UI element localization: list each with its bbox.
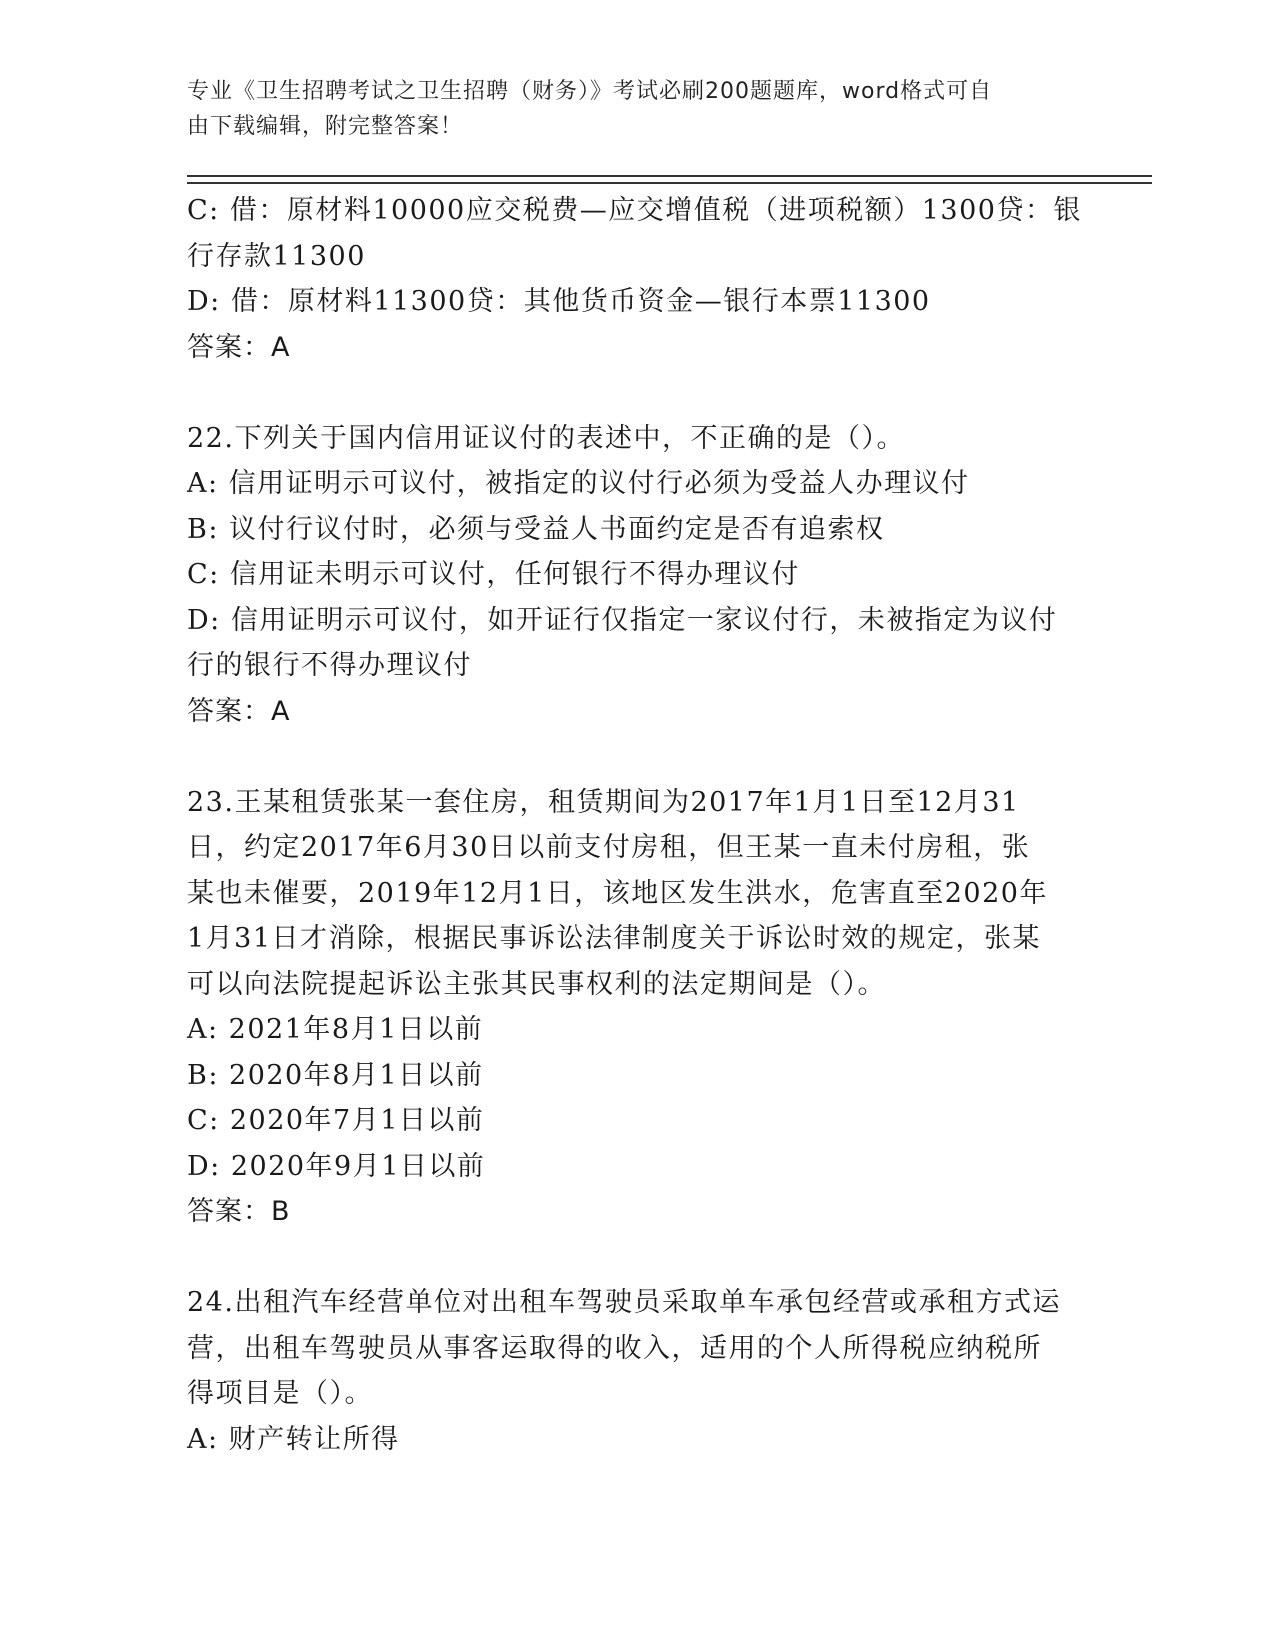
question-stem-line-2: 日，约定2017年6月30日以前支付房租，但王某一直未付房租，张 [187, 832, 1031, 863]
question-23 [187, 780, 1077, 1235]
question-stem-line-3: 得项目是（）。 [187, 1378, 373, 1409]
option-c: C: 信用证未明示可议付，任何银行不得办理议付 [187, 559, 800, 590]
answer: 答案：A [187, 695, 291, 727]
option-b: B: 2020年8月1日以前 [187, 1059, 484, 1091]
question-stem-line-1: 23.王某租赁张某一套住房，租赁期间为2017年1月1日至12月31 [187, 786, 1020, 818]
question-stem: 22.下列关于国内信用证议付的表述中，不正确的是（）。 [187, 422, 905, 454]
option-d-line-1: D: 信用证明示可议付，如开证行仅指定一家议付行，未被指定为议付 [187, 604, 1058, 636]
header-divider-bottom [187, 182, 1152, 184]
header-divider-top [187, 175, 1152, 177]
document-header [187, 74, 1067, 144]
spacer [187, 370, 1077, 416]
question-stem-line-3: 某也未催要，2019年12月1日，该地区发生洪水，危害直至2020年 [187, 877, 1048, 909]
spacer [187, 1235, 1077, 1281]
header-title-line-1: 专业《卫生招聘考试之卫生招聘（财务）》考试必刷200题题库，word格式可自 [187, 79, 993, 104]
option-c-line-1: C: 借：原材料10000应交税费—应交增值税（进项税额）1300贷：银 [187, 195, 1082, 226]
question-21 [187, 188, 1082, 370]
option-c: C: 2020年7月1日以前 [187, 1105, 485, 1136]
option-a: A: 财产转让所得 [187, 1423, 400, 1455]
question-stem-line-5: 可以向法院提起诉讼主张其民事权利的法定期间是（）。 [187, 968, 886, 1000]
question-22 [187, 416, 1077, 735]
option-d-line-2: 行的银行不得办理议付 [187, 650, 472, 681]
question-24 [187, 1280, 1077, 1462]
option-b: B: 议付行议付时，必须与受益人书面约定是否有追索权 [187, 513, 885, 545]
option-c-line-2: 行存款11300 [187, 240, 366, 272]
option-d: D: 2020年9月1日以前 [187, 1150, 486, 1182]
header-title-line-2: 由下载编辑，附完整答案！ [187, 114, 464, 139]
answer: 答案：A [187, 331, 291, 363]
question-stem-line-1: 24.出租汽车经营单位对出租车驾驶员采取单车承包经营或承租方式运 [187, 1287, 1061, 1318]
option-d: D: 借：原材料11300贷：其他货币资金—银行本票11300 [187, 286, 931, 317]
option-a: A: 信用证明示可议付，被指定的议付行必须为受益人办理议付 [187, 468, 970, 499]
question-body [187, 188, 1082, 1462]
answer: 答案：B [187, 1196, 291, 1227]
question-stem-line-2: 营，出租车驾驶员从事客运取得的收入，适用的个人所得税应纳税所 [187, 1332, 1042, 1364]
option-a: A: 2021年8月1日以前 [187, 1014, 484, 1045]
spacer [187, 734, 1077, 780]
question-stem-line-4: 1月31日才消除，根据民事诉讼法律制度关于诉讼时效的规定，张某 [187, 923, 1042, 954]
